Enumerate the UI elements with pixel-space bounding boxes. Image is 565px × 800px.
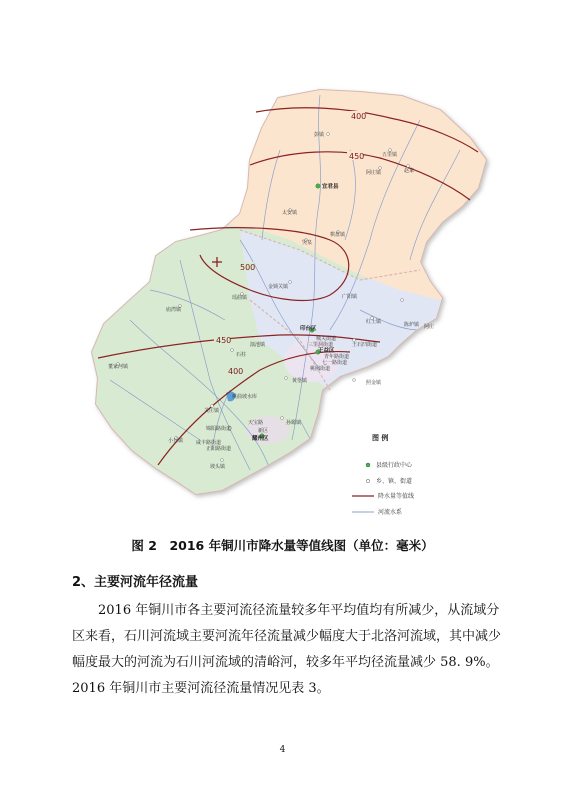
town-label: 新区 bbox=[258, 428, 269, 434]
town-label: 青年路街道 bbox=[324, 354, 350, 360]
town-label: 天宝路 bbox=[248, 420, 264, 426]
isoline-label: 450 bbox=[216, 336, 232, 345]
town-label: 石柱 bbox=[236, 352, 247, 358]
district-label: 印台区 bbox=[300, 326, 317, 332]
town-label: 照金镇 bbox=[366, 380, 382, 386]
town-label: 赵家 bbox=[404, 168, 415, 174]
town-label: 红土镇 bbox=[366, 319, 382, 325]
legend-item: 乡、镇、街道 bbox=[376, 478, 413, 485]
town-label: 孙塬镇 bbox=[286, 420, 302, 426]
town-label: 董家河镇 bbox=[108, 364, 129, 370]
town-point-icon bbox=[366, 479, 369, 482]
town-label: 小丘镇 bbox=[168, 438, 184, 444]
town-label: 黄堡镇 bbox=[292, 378, 308, 384]
isoline-label: 500 bbox=[240, 263, 256, 272]
town-label: 正阳路街道 bbox=[206, 446, 232, 452]
town-label: 七一路街道 bbox=[322, 360, 348, 366]
town-label: 咸丰路街道 bbox=[196, 440, 222, 446]
town-label: 太安镇 bbox=[282, 210, 298, 216]
legend bbox=[352, 433, 414, 516]
district-label: 王益区 bbox=[318, 348, 335, 354]
town-label: 五里镇 bbox=[382, 152, 398, 158]
figure-caption: 图 2 2016 年铜川市降水量等值线图（单位：毫米） bbox=[131, 538, 434, 553]
town-label: 阿庄 bbox=[424, 324, 435, 330]
town-label: 广阳镇 bbox=[342, 294, 358, 300]
town-label: 瑶曲镇 bbox=[232, 295, 248, 301]
county-label: 宜君县 bbox=[322, 184, 339, 190]
section-heading: 2、主要河流年径流量 bbox=[72, 575, 199, 590]
town-label: 演池镇 bbox=[250, 342, 266, 348]
town-label: 锦阳路街道 bbox=[206, 426, 232, 432]
reservoir-label: 桃曲坡水库 bbox=[232, 394, 258, 400]
isoline-label: 400 bbox=[228, 367, 244, 376]
district-label: 耀州区 bbox=[252, 436, 269, 442]
town-label: 庙湾镇 bbox=[166, 307, 182, 313]
town-label: 棋盘镇 bbox=[330, 232, 346, 238]
isoline-label: 400 bbox=[351, 112, 367, 121]
town-label: 王石凹街道 bbox=[352, 342, 378, 348]
town-label: 城关街道 bbox=[316, 336, 337, 342]
town-label: 阿庄镇 bbox=[366, 170, 382, 176]
town-label: 桃园街道 bbox=[310, 366, 331, 372]
legend-title: 图 例 bbox=[372, 434, 389, 442]
legend-item: 河流水系 bbox=[378, 509, 403, 516]
county-center-icon bbox=[316, 184, 320, 188]
town-label: 坡头镇 bbox=[210, 464, 226, 470]
page-number: 4 bbox=[279, 745, 286, 755]
town-label: 陈炉镇 bbox=[404, 322, 420, 328]
town-label: 关庄镇 bbox=[204, 408, 220, 414]
legend-item: 降水量等值线 bbox=[378, 493, 415, 500]
isoline-label: 450 bbox=[349, 152, 365, 161]
body-paragraph: 2016 年铜川市各主要河流径流量较多年平均值均有所减少，从流域分区来看，石川河流域主要河流年径流量减少幅度大于北洛河流域，其中减少幅度最大的河流为石川河流域的清峪河，较多年平均径流量减少 58. 9%。2016 年铜川市主要河流径流量情况见表 3。 bbox=[72, 603, 502, 696]
county-center-icon bbox=[366, 463, 370, 467]
town-label: 彭镇 bbox=[314, 132, 325, 138]
legend-item: 县级行政中心 bbox=[376, 462, 413, 469]
town-label: 金锁关镇 bbox=[268, 284, 289, 290]
town-label: 三里洞街道 bbox=[308, 342, 334, 348]
town-label: 哭泉 bbox=[302, 240, 313, 246]
